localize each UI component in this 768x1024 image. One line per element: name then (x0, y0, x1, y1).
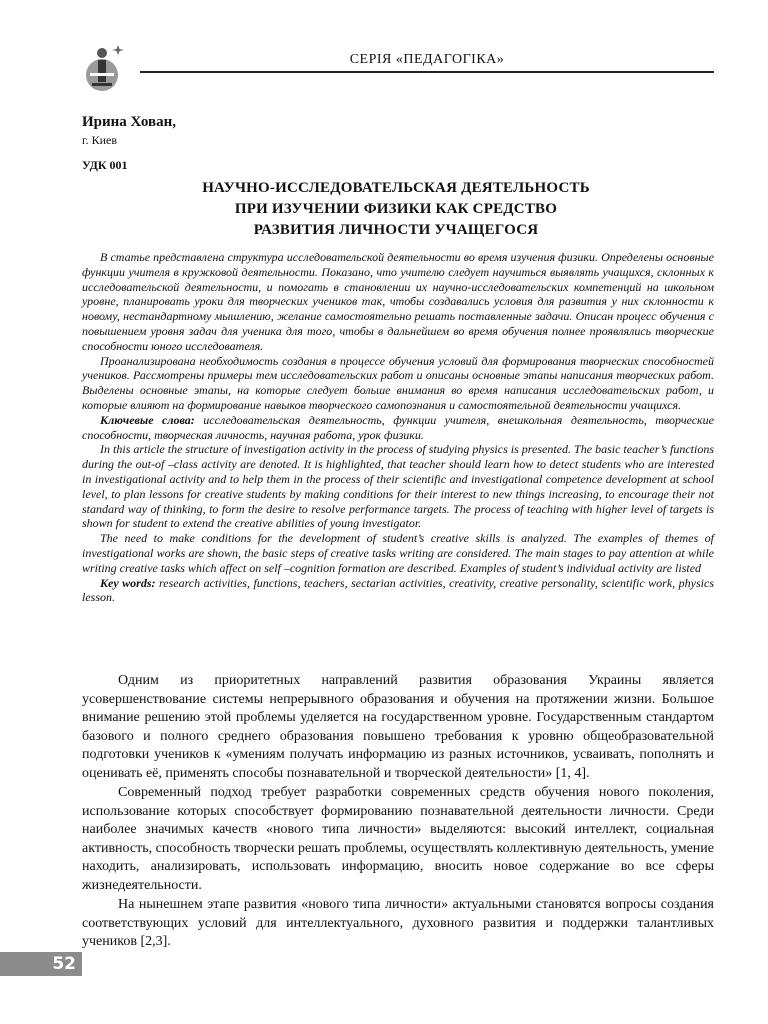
abstract-en-paragraph: In this article the structure of investigation activity in the process of studying physics is presented. The basic teacher’s functions during the out-of –class activity are denoted. It is highlighted, that teacher should learn how to detect students who are interested in investigational activity and to help them in the process of their scientific and investigational competence development at school level, to plan lessons for creative students by making conditions for their interest to new things increasing, to encourage their not standard way of thinking, to form the desire to resolve performance targets. The process of teaching with higher level of targets is shown for student to extend the creative abilities of young investigator. (82, 442, 714, 531)
body-paragraph: На нынешнем этапе развития «нового типа личности» актуальными становятся вопросы создания соответствующих условий для интеллектуального, духовного развития и поддержки талантливых учеников [2,3]. (82, 897, 714, 949)
abstract (82, 250, 714, 605)
keywords-ru (82, 413, 714, 443)
udk-code: УДК 001 (82, 158, 128, 172)
keywords-en-label: Key words: (100, 575, 156, 590)
author-name: Ирина Хован, (82, 114, 177, 130)
header-rule (140, 71, 714, 73)
author-city: г. Киев (82, 133, 117, 147)
keywords-ru-text: исследовательская деятельность, функции учителя, внешкольная деятельность, творческие способности, творческая личность, научная работа, урок физики. (82, 412, 714, 442)
body-paragraph: Современный подход требует разработки современных средств обучения нового поколения, использование которых способствует формированию познавательной деятельности личности. Среди наиболее значимых качеств «нового типа личности» выделяются: высокий интеллект, социальная активность, способность творчески решать проблемы, осуществлять коллективную деятельность, умение находить, анализировать, использовать информацию, вносить новое содержание во все сферы жизнедеятельности. (82, 785, 714, 893)
abstract-ru-paragraph: Проанализирована необходимость создания в процессе обучения условий для формирования творческих способностей учеников. Рассмотрены примеры тем исследовательских работ и описаны основные этапы написания творческих работ. Выделены основные этапы, на которые следует больше внимания во время написания исследовательских работ, и которые влияют на формирование навыков творческого самопознания и самостоятельной деятельности учащихся. (82, 353, 714, 412)
abstract-en-paragraph: The need to make conditions for the development of student’s creative skills is analyzed. The examples of themes of investigational works are shown, the basic steps of creative tasks writing are considered. The main stages to pay attention at while writing creative tasks which affect on self –cognition formation are described. Examples of student’s individual activity are listed (82, 531, 714, 575)
article-body (82, 672, 714, 953)
article-title (82, 178, 710, 241)
keywords-en-text: research activities, functions, teachers, sectarian activities, creativity, creative personality, scientific work, physics lesson. (82, 575, 715, 605)
keywords-en (82, 576, 714, 606)
title-line: НАУЧНО-ИССЛЕДОВАТЕЛЬСКАЯ ДЕЯТЕЛЬНОСТЬ (202, 180, 590, 196)
series-logo-icon (80, 43, 128, 93)
title-line: ПРИ ИЗУЧЕНИИ ФИЗИКИ КАК СРЕДСТВО (234, 201, 558, 217)
page-number: 52 (0, 952, 82, 976)
abstract-ru-paragraph: В статье представлена структура исследовательской деятельности во время изучения физики. Определены основные функции учителя в кружковой деятельности. Показано, что учителю следует научиться выявлять учащихся, склонных к исследовательской деятельности, и помогать в становлении их научно-исследовательских компетенций на школьном уровне, планировать уроки для творческих учеников так, чтобы создавались условия для развития у них склонности к новому, нестандартному мышлению, желание самостоятельно решать поставленные задачи. Описан процесс обучения с повышением уровня задач для ученика для того, чтобы в дальнейшем во время обучения полнее проявлялись творческие способности юного исследователя. (82, 250, 714, 353)
body-paragraph: Одним из приоритетных направлений развития образования Украины является усовершенствование системы непрерывного образования и обучения на протяжении жизни. Большое внимание решению этой проблемы уделяется на государственном уровне. Государственным стандартом базового и полного среднего образования повышено требования к уровню общеобразовательной подготовки учеников к «умениям получать информацию из разных источников, усваивать, пополнять и оценивать её, применять способы познавательной и творческой деятельности» [1, 4]. (82, 673, 714, 781)
series-header: СЕРІЯ «ПЕДАГОГІКА» (349, 52, 505, 67)
title-line: РАЗВИТИЯ ЛИЧНОСТИ УЧАЩЕГОСЯ (253, 222, 539, 238)
keywords-ru-label: Ключевые слова: (100, 412, 195, 427)
